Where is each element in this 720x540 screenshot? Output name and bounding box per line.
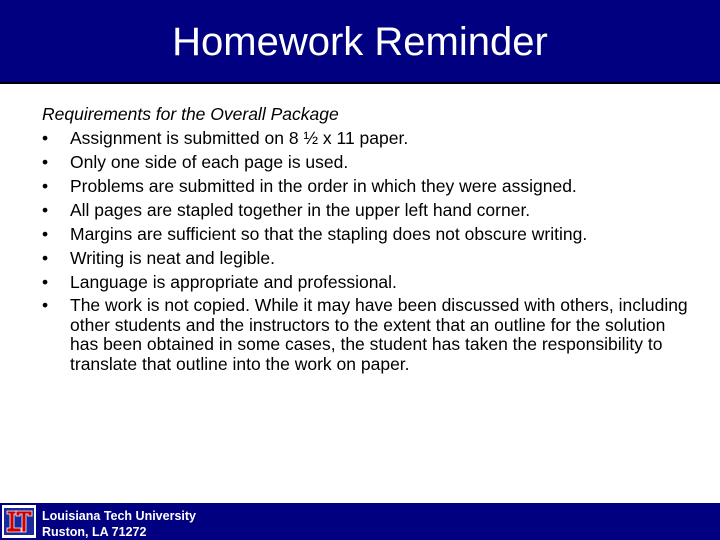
list-item [42, 126, 692, 150]
list-item [42, 296, 692, 374]
bullet-icon: • [42, 128, 49, 148]
bullet-icon: • [42, 176, 49, 196]
list-item [42, 174, 692, 198]
bullet-icon: • [42, 248, 49, 268]
list-item-text: Problems are submitted in the order in which they were assigned. [70, 176, 577, 196]
list-item [42, 246, 692, 270]
requirements-heading: Requirements for the Overall Package [42, 104, 339, 124]
requirements-list [42, 126, 692, 374]
list-item-text: Assignment is submitted on 8 ½ x 11 paper. [70, 128, 409, 148]
bullet-icon: • [42, 295, 49, 315]
bullet-icon: • [42, 272, 49, 292]
bullet-icon: • [42, 152, 49, 172]
list-item-text: The work is not copied. While it may have been discussed with others, including other students and the instructors to the extent that an outline for the solution has been obtained in some cases, the student has taken the responsibility to translate that outline into the work on paper. [70, 295, 688, 374]
content-area [42, 102, 692, 374]
list-item-text: All pages are stapled together in the upper left hand corner. [70, 200, 531, 220]
list-item [42, 222, 692, 246]
list-item-text: Writing is neat and legible. [70, 248, 275, 268]
footer-bar [0, 503, 720, 540]
list-item-text: Margins are sufficient so that the stapling does not obscure writing. [70, 224, 588, 244]
footer-city-state: Ruston, LA 71272 [42, 525, 147, 539]
footer-university-name: Louisiana Tech University [42, 509, 196, 523]
title-bar [0, 0, 720, 84]
bullet-icon: • [42, 224, 49, 244]
list-item-text: Only one side of each page is used. [70, 152, 349, 172]
list-item [42, 198, 692, 222]
list-item [42, 150, 692, 174]
list-item [42, 270, 692, 294]
louisiana-tech-lt-logo-icon [2, 505, 36, 538]
footer-address [42, 508, 196, 540]
list-item-text: Language is appropriate and professional. [70, 272, 397, 292]
slide-title: Homework Reminder [172, 20, 548, 64]
bullet-icon: • [42, 200, 49, 220]
